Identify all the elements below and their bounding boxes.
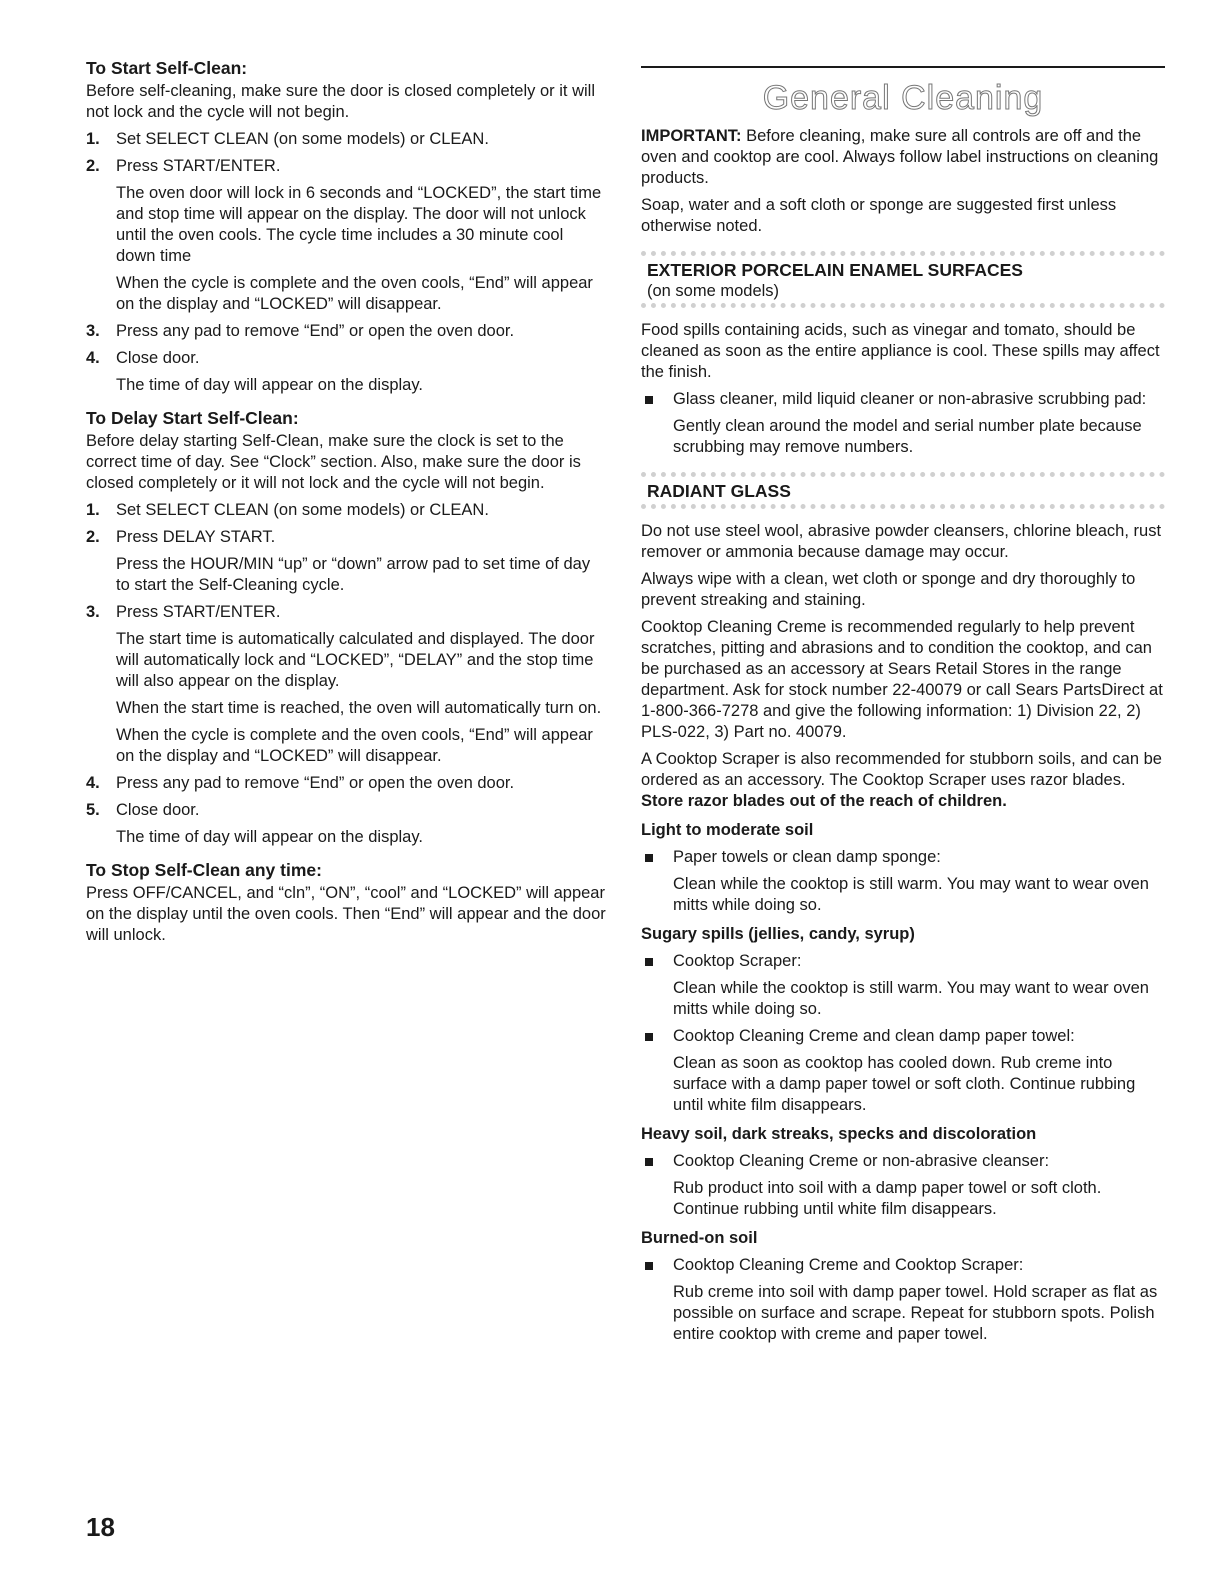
left-column [86, 58, 606, 952]
light-soil-heading: Light to moderate soil [641, 821, 814, 839]
sugary-spills-heading: Sugary spills (jellies, candy, syrup) [641, 925, 915, 943]
step-text: Close door. [116, 349, 200, 367]
radiant-heading-band [641, 472, 1165, 509]
exterior-text: Food spills containing acids, such as vinegar and tomato, should be cleaned as soon as the entire appliance is cool. These spills may affect the finish. [641, 321, 1160, 381]
step-number: 2. [86, 528, 100, 546]
radiant-p3: Cooktop Cleaning Creme is recommended regularly to help prevent scratches, pitting and abrasions and to condition the cooktop, and can be purchased as an accessory at Sears Retail Stores in the range department. Ask for stock number 22-40079 or call Sears PartsDirect at 1-800-366-7278 and give the following information: 1) Division 22, 2) PLS-022, 3) Part no. 40079. [641, 618, 1163, 741]
exterior-heading: EXTERIOR PORCELAIN ENAMEL SURFACES [647, 260, 1023, 280]
bullet-text: Cooktop Cleaning Creme and clean damp paper towel: [673, 1027, 1075, 1045]
important-note [641, 126, 1165, 189]
radiant-p2: Always wipe with a clean, wet cloth or sponge and dry thoroughly to prevent streaking and staining. [641, 570, 1136, 609]
right-column [641, 58, 1165, 1345]
bullet-text: Cooktop Cleaning Creme or non-abrasive cleanser: [673, 1152, 1050, 1170]
step-note: The oven door will lock in 6 seconds and “LOCKED”, the start time and stop time will appear on the display. The door will not unlock until the oven cools. The cycle time includes a 30 minute cool down time [116, 184, 602, 265]
step-number: 4. [86, 774, 100, 792]
start-step-3 [86, 321, 606, 342]
exterior-bullet [641, 389, 1165, 458]
bullet-text: Cooktop Cleaning Creme and Cooktop Scraper: [673, 1256, 1024, 1274]
step-text: Close door. [116, 801, 200, 819]
start-step-4 [86, 348, 606, 396]
step-text: Set SELECT CLEAN (on some models) or CLEAN. [116, 130, 489, 148]
start-intro: Before self-cleaning, make sure the door is closed completely or it will not lock and the cycle will not begin. [86, 82, 595, 121]
burned-soil-heading: Burned-on soil [641, 1229, 758, 1247]
delay-step-5 [86, 800, 606, 848]
step-text: Press START/ENTER. [116, 157, 281, 175]
page-number: 18 [86, 1512, 115, 1542]
bullet-square-icon [645, 958, 653, 966]
radiant-p4-warning: Store razor blades out of the reach of children. [641, 792, 1007, 810]
burned-soil-bullet [641, 1255, 1165, 1345]
step-note: Press the HOUR/MIN “up” or “down” arrow pad to set time of day to start the Self-Cleaning cycle. [116, 555, 591, 594]
bullet-note: Clean while the cooktop is still warm. You may want to wear oven mitts while doing so. [673, 875, 1149, 914]
soap-note: Soap, water and a soft cloth or sponge are suggested first unless otherwise noted. [641, 196, 1117, 235]
sugary-bullet-2 [641, 1026, 1165, 1116]
delay-intro: Before delay starting Self-Clean, make sure the clock is set to the correct time of day. See “Clock” section. Also, make sure the door is closed completely or it will not lock and the cycle will not begin. [86, 432, 581, 492]
bullet-text: Cooktop Scraper: [673, 952, 802, 970]
delay-step-3 [86, 602, 606, 767]
step-note: The time of day will appear on the display. [116, 828, 423, 846]
bullet-square-icon [645, 1033, 653, 1041]
bullet-square-icon [645, 1158, 653, 1166]
exterior-heading-band [641, 251, 1165, 308]
bullet-note: Rub creme into soil with damp paper towel. Hold scraper as flat as possible on surface and scrape. Repeat for stubborn spots. Polish entire cooktop with creme and paper towel. [673, 1283, 1158, 1343]
bullet-text: Glass cleaner, mild liquid cleaner or non-abrasive scrubbing pad: [673, 390, 1147, 408]
delay-step-4 [86, 773, 606, 794]
step-note: When the cycle is complete and the oven cools, “End” will appear on the display and “LOCKED” will disappear. [116, 274, 593, 313]
step-text: Set SELECT CLEAN (on some models) or CLEAN. [116, 501, 489, 519]
bullet-note: Clean as soon as cooktop has cooled down. Rub creme into surface with a damp paper towel or soft cloth. Continue rubbing until white film disappears. [673, 1054, 1136, 1114]
start-step-1 [86, 129, 606, 150]
delay-step-1 [86, 500, 606, 521]
bullet-square-icon [645, 854, 653, 862]
bullet-square-icon [645, 1262, 653, 1270]
start-step-2 [86, 156, 606, 315]
step-note: The start time is automatically calculated and displayed. The door will automatically lock and “LOCKED”, “DELAY” and the stop time will also appear on the display. [116, 630, 595, 690]
sugary-bullet-1 [641, 951, 1165, 1020]
step-number: 1. [86, 130, 100, 148]
bullet-note: Gently clean around the model and serial number plate because scrubbing may remove numbers. [673, 417, 1142, 456]
bullet-note: Clean while the cooktop is still warm. You may want to wear oven mitts while doing so. [673, 979, 1149, 1018]
step-note: The time of day will appear on the display. [116, 376, 423, 394]
radiant-heading: RADIANT GLASS [647, 481, 791, 501]
bullet-note: Rub product into soil with a damp paper towel or soft cloth. Continue rubbing until white film disappears. [673, 1179, 1102, 1218]
radiant-p4-text: A Cooktop Scraper is also recommended for stubborn soils, and can be ordered as an accessory. The Cooktop Scraper uses razor blades. [641, 750, 1162, 789]
important-text: Before cleaning, make sure all controls are off and the oven and cooktop are cool. Always follow label instructions on cleaning products. [641, 127, 1159, 187]
step-note: When the start time is reached, the oven will automatically turn on. [116, 699, 602, 717]
heavy-soil-heading: Heavy soil, dark streaks, specks and discoloration [641, 1125, 1037, 1143]
delay-start-heading: To Delay Start Self-Clean: [86, 408, 299, 428]
exterior-subheading: (on some models) [647, 282, 780, 300]
step-text: Press any pad to remove “End” or open the oven door. [116, 322, 515, 340]
step-number: 3. [86, 603, 100, 621]
radiant-p1: Do not use steel wool, abrasive powder cleansers, chlorine bleach, rust remover or ammonia because damage may occur. [641, 522, 1162, 561]
start-self-clean-heading: To Start Self-Clean: [86, 58, 248, 78]
step-number: 5. [86, 801, 100, 819]
step-note: When the cycle is complete and the oven cools, “End” will appear on the display and “LOCKED” will disappear. [116, 726, 593, 765]
top-rule [641, 66, 1165, 68]
step-number: 1. [86, 501, 100, 519]
light-soil-bullet [641, 847, 1165, 916]
delay-step-2 [86, 527, 606, 596]
section-title: General Cleaning [762, 79, 1044, 117]
radiant-p4 [641, 749, 1165, 812]
heavy-soil-bullet [641, 1151, 1165, 1220]
step-number: 2. [86, 157, 100, 175]
step-text: Press any pad to remove “End” or open the oven door. [116, 774, 515, 792]
bullet-square-icon [645, 396, 653, 404]
stop-self-clean-heading: To Stop Self-Clean any time: [86, 860, 322, 880]
stop-text: Press OFF/CANCEL, and “cln”, “ON”, “cool” and “LOCKED” will appear on the display until the oven cools. Then “End” will appear and the door will unlock. [86, 884, 606, 944]
step-number: 3. [86, 322, 100, 340]
important-label: IMPORTANT: [641, 127, 742, 145]
step-text: Press DELAY START. [116, 528, 276, 546]
bullet-text: Paper towels or clean damp sponge: [673, 848, 941, 866]
step-text: Press START/ENTER. [116, 603, 281, 621]
step-number: 4. [86, 349, 100, 367]
